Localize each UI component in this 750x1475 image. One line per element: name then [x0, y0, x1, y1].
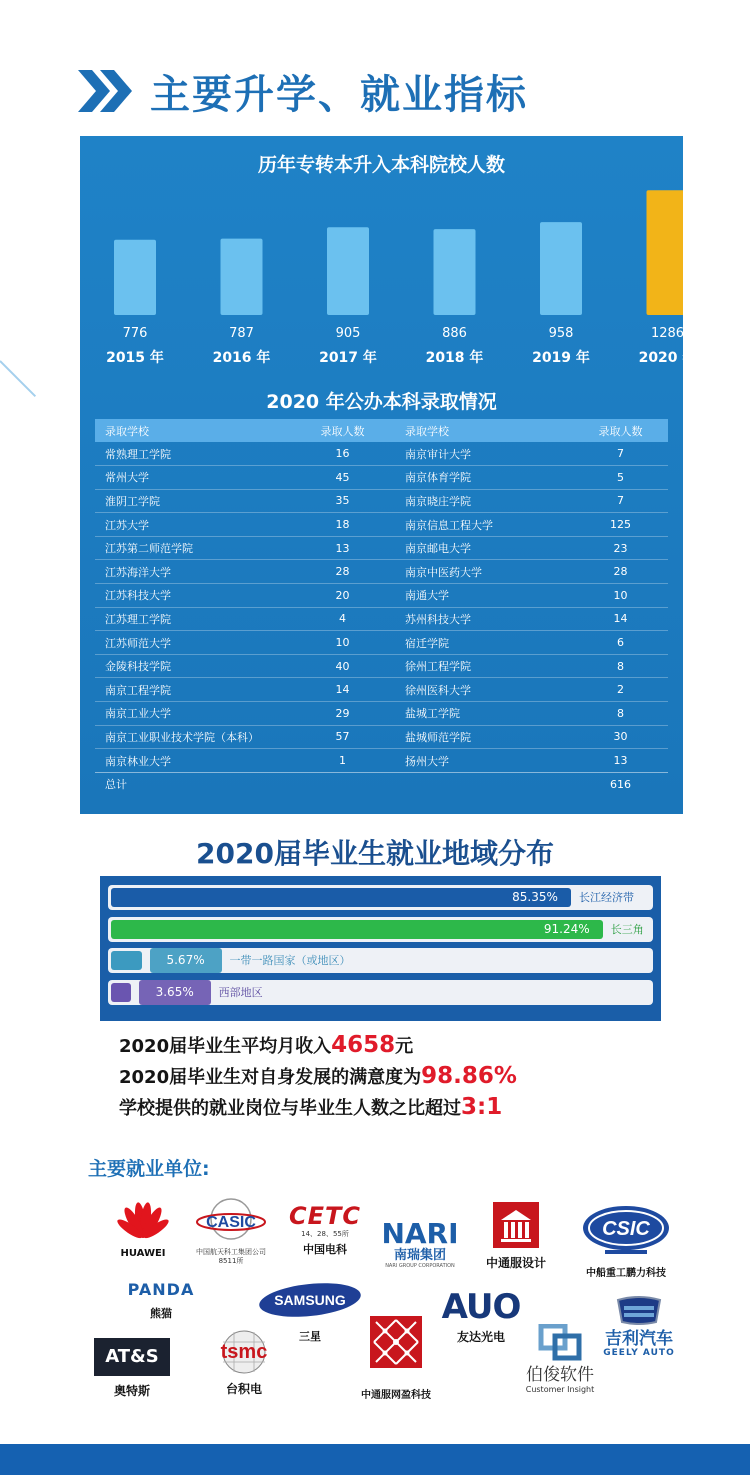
stat-value: 98.86%	[421, 1063, 517, 1089]
region-name-label: 长三角	[610, 922, 644, 936]
ats-mark: AT&S	[94, 1338, 170, 1376]
admission-count-cell: 30	[573, 725, 668, 749]
school-name-cell: 南京邮电大学	[395, 536, 573, 560]
school-name-cell: 常州大学	[95, 466, 290, 490]
school-name-cell: 江苏海洋大学	[95, 560, 290, 584]
bar-category-label: 2017 年	[319, 350, 377, 366]
table-row	[95, 442, 668, 466]
admission-count-cell: 57	[290, 725, 395, 749]
school-name-cell: 南京信息工程大学	[395, 513, 573, 537]
region-row	[108, 917, 653, 942]
samsung-mark: SAMSUNG	[274, 1292, 346, 1308]
table-row	[95, 536, 668, 560]
table-row	[95, 607, 668, 631]
casic-mark: CASIC	[206, 1214, 256, 1231]
admission-count-cell: 45	[290, 466, 395, 490]
admission-count-cell: 125	[573, 513, 668, 537]
column-header: 录取人数	[573, 419, 668, 442]
admission-count-cell: 20	[290, 584, 395, 608]
bar-value-label: 905	[335, 326, 361, 341]
school-name-cell: 南京审计大学	[395, 442, 573, 466]
admission-count-cell: 28	[290, 560, 395, 584]
region-bar-fill	[111, 983, 131, 1002]
panda-mark: PANDA	[127, 1280, 195, 1299]
admissions-panel	[80, 136, 697, 814]
employment-stats	[119, 1032, 517, 1125]
admission-count-cell: 10	[573, 584, 668, 608]
panda-name: 熊猫	[150, 1307, 172, 1320]
school-name-cell: 苏州科技大学	[395, 607, 573, 631]
bar-value-label: 886	[442, 326, 467, 341]
bar-value-label: 776	[122, 326, 148, 341]
ats-logo	[92, 1338, 172, 1399]
nari-logo	[374, 1217, 466, 1269]
casic-unit: 8511所	[218, 1257, 244, 1265]
double-chevron-icon	[78, 66, 138, 116]
school-name-cell: 江苏师范大学	[95, 631, 290, 655]
bar-value-label: 958	[548, 326, 574, 341]
stat-text: 2020届毕业生对自身发展的满意度为	[119, 1067, 422, 1088]
admission-count-cell: 2	[573, 678, 668, 702]
school-name-cell: 盐城工学院	[395, 702, 573, 726]
table-row	[95, 584, 668, 608]
stat-income	[119, 1032, 517, 1063]
admission-count-cell: 35	[290, 489, 395, 513]
huawei-flower-icon	[110, 1198, 176, 1244]
admission-count-cell: 13	[573, 749, 668, 773]
ztf-design-emblem-icon	[491, 1200, 541, 1250]
panda-logo	[112, 1280, 210, 1321]
school-name-cell: 常熟理工学院	[95, 442, 290, 466]
admission-count-cell: 16	[290, 442, 395, 466]
csic-mark: CSIC	[602, 1218, 650, 1240]
school-name-cell: 江苏大学	[95, 513, 290, 537]
csic-emblem-icon	[581, 1204, 671, 1260]
admission-table-title: 2020 年公办本科录取情况	[266, 391, 497, 413]
footer-bar	[0, 1444, 750, 1475]
ztf-wangying-emblem-icon	[368, 1314, 424, 1370]
region-percent-label: 3.65%	[139, 980, 211, 1005]
cetc-mark: CETC	[289, 1202, 361, 1230]
bar-value-label: 787	[229, 326, 254, 341]
admission-count-cell: 29	[290, 702, 395, 726]
region-percent-label: 85.35%	[512, 890, 558, 904]
stat-text: 学校提供的就业岗位与毕业生人数之比超过	[119, 1098, 461, 1119]
nari-cn: 南瑞集团	[393, 1248, 446, 1263]
bar-category-label: 2019 年	[532, 350, 590, 366]
tsmc-wafer-icon	[209, 1330, 279, 1376]
admission-count-cell: 1	[290, 749, 395, 773]
nari-mark: NARI	[381, 1217, 459, 1250]
tsmc-name: 台积电	[225, 1382, 262, 1396]
school-name-cell: 南京中医药大学	[395, 560, 573, 584]
column-header: 录取学校	[395, 419, 573, 442]
bar-category-label: 2020 年	[638, 350, 697, 366]
school-name-cell: 徐州医科大学	[395, 678, 573, 702]
school-name-cell: 南通大学	[395, 584, 573, 608]
school-name-cell: 宿迁学院	[395, 631, 573, 655]
school-name-cell: 南京工程学院	[95, 678, 290, 702]
auo-mark: AUO	[441, 1287, 521, 1327]
bojun-mark-icon	[537, 1324, 583, 1362]
admission-count-cell: 4	[290, 607, 395, 631]
table-row	[95, 513, 668, 537]
admission-count-cell: 14	[290, 678, 395, 702]
geely-en: GEELY AUTO	[603, 1348, 675, 1358]
table-row	[95, 725, 668, 749]
samsung-name: 三星	[299, 1330, 321, 1343]
admission-count-cell: 7	[573, 489, 668, 513]
bojun-en: Customer Insight	[525, 1385, 595, 1394]
casic-name: 中国航天科工集团公司	[196, 1248, 266, 1256]
school-name-cell: 淮阴工学院	[95, 489, 290, 513]
table-header-row	[95, 419, 668, 442]
region-name-label: 西部地区	[218, 985, 263, 999]
table-row	[95, 749, 668, 773]
cetc-name: 中国电科	[303, 1243, 347, 1256]
bar-category-label: 2015 年	[106, 350, 164, 366]
bar-value-label: 1286	[650, 326, 685, 341]
auo-logo	[432, 1287, 530, 1345]
school-name-cell: 盐城师范学院	[395, 725, 573, 749]
table-row	[95, 678, 668, 702]
school-name-cell: 南京工业大学	[95, 702, 290, 726]
admission-count-cell: 18	[290, 513, 395, 537]
school-name-cell: 南京林业大学	[95, 749, 290, 773]
school-name-cell: 徐州工程学院	[395, 654, 573, 678]
column-header: 录取人数	[290, 419, 395, 442]
table-row	[95, 560, 668, 584]
stat-unit: 元	[395, 1036, 414, 1057]
ztf-design-logo	[476, 1200, 556, 1271]
ztf-wangying-logo	[346, 1314, 446, 1401]
cetc-logo	[283, 1204, 367, 1257]
huawei-text: HUAWEI	[120, 1248, 166, 1259]
ats-name: 奥特斯	[113, 1384, 150, 1398]
stat-satisfaction	[119, 1063, 517, 1094]
total-label: 总计	[105, 778, 127, 792]
school-name-cell: 江苏科技大学	[95, 584, 290, 608]
admission-count-cell: 10	[290, 631, 395, 655]
table-total-row	[95, 772, 668, 796]
geely-logo	[596, 1296, 682, 1358]
bojun-logo	[518, 1324, 602, 1394]
table-row	[95, 702, 668, 726]
column-header: 录取学校	[95, 419, 290, 442]
ztf-wangying-name: 中通服网盈科技	[361, 1390, 431, 1401]
region-bar-chart	[100, 876, 661, 1021]
admission-count-cell: 5	[573, 466, 668, 490]
casic-emblem-icon	[191, 1194, 271, 1244]
huawei-logo	[104, 1198, 182, 1259]
school-name-cell: 金陵科技学院	[95, 654, 290, 678]
csic-name: 中船重工鹏力科技	[586, 1268, 666, 1279]
school-name-cell: 南京工业职业技术学院（本科）	[95, 725, 290, 749]
school-name-cell: 江苏第二师范学院	[95, 536, 290, 560]
casic-logo	[190, 1194, 272, 1266]
admission-table	[95, 419, 668, 796]
school-name-cell: 扬州大学	[395, 749, 573, 773]
admission-count-cell: 8	[573, 702, 668, 726]
page-header	[78, 60, 528, 122]
page-title: 主要升学、就业指标	[150, 71, 528, 118]
table-row	[95, 489, 668, 513]
bar-category-label: 2016 年	[212, 350, 271, 366]
admission-count-cell: 23	[573, 536, 668, 560]
employers-title: 主要就业单位:	[88, 1158, 210, 1180]
table-row	[95, 654, 668, 678]
tsmc-mark: tsmc	[220, 1341, 268, 1363]
region-bar-fill	[111, 951, 142, 970]
region-row	[108, 980, 653, 1005]
region-row	[108, 885, 653, 910]
admission-count-cell: 13	[290, 536, 395, 560]
ztf-design-name: 中通服设计	[485, 1256, 546, 1270]
stat-value: 4658	[331, 1032, 396, 1058]
stat-text: 2020届毕业生平均月收入	[119, 1036, 332, 1057]
cetc-units: 14、28、55所	[301, 1230, 349, 1238]
admission-count-cell: 7	[573, 442, 668, 466]
region-name-label: 一带一路国家（或地区）	[229, 954, 351, 967]
csic-logo	[578, 1204, 674, 1279]
region-row	[108, 948, 653, 973]
school-name-cell: 南京体育学院	[395, 466, 573, 490]
bojun-name: 伯俊软件	[526, 1365, 594, 1385]
region-percent-label: 5.67%	[150, 948, 222, 973]
admission-count-cell: 8	[573, 654, 668, 678]
table-row	[95, 631, 668, 655]
bar-category-label: 2018 年	[425, 350, 484, 366]
region-percent-label: 91.24%	[543, 921, 590, 936]
nari-en: NARI GROUP CORPORATION	[385, 1263, 455, 1269]
school-name-cell: 南京晓庄学院	[395, 489, 573, 513]
upgrade-bar-labels	[80, 136, 697, 376]
auo-name: 友达光电	[456, 1330, 505, 1344]
region-chart-title: 2020届毕业生就业地域分布	[196, 837, 554, 870]
region-name-label: 长江经济带	[579, 891, 635, 904]
region-bar-fill	[111, 920, 603, 939]
admission-count-cell: 28	[573, 560, 668, 584]
total-value: 616	[610, 777, 631, 791]
stat-job-ratio	[119, 1094, 517, 1125]
decorative-line	[0, 360, 36, 397]
geely-name: 吉利汽车	[605, 1329, 673, 1349]
admission-count-cell: 14	[573, 607, 668, 631]
stat-value: 3:1	[461, 1094, 503, 1120]
geely-shield-icon	[614, 1296, 664, 1326]
tsmc-logo	[208, 1330, 280, 1397]
upgrade-chart-title: 历年专转本升入本科院校人数	[257, 154, 505, 176]
admission-count-cell: 6	[573, 631, 668, 655]
school-name-cell: 江苏理工学院	[95, 607, 290, 631]
admission-count-cell: 40	[290, 654, 395, 678]
table-row	[95, 466, 668, 490]
